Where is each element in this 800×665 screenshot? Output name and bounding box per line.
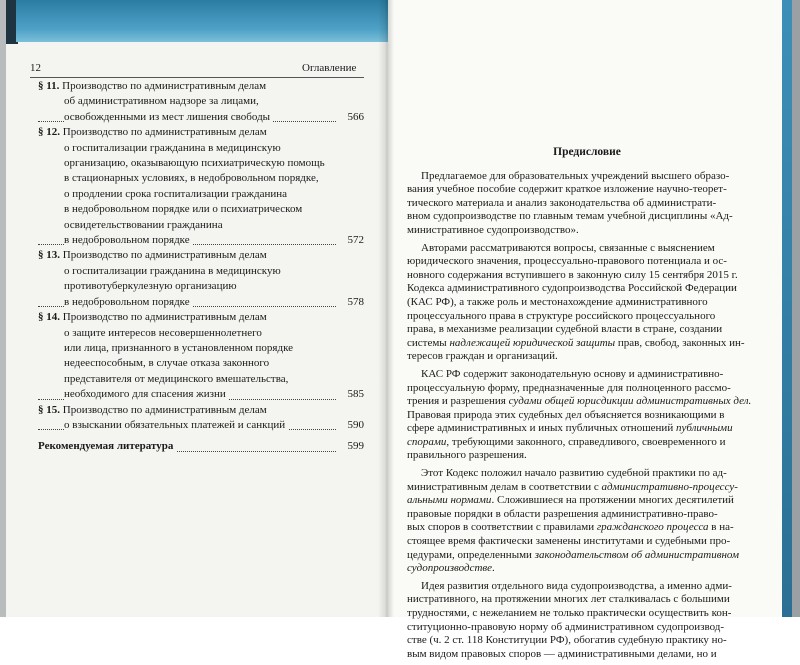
toc-line: о защите интересов несовершеннолетнего <box>64 326 262 339</box>
toc-last-line <box>38 233 364 248</box>
text-line: сфере административных и иных публичных отношений публичными <box>407 422 733 435</box>
text-line: Авторами рассматриваются вопросы, связанные с выяснением <box>421 241 715 254</box>
preface-heading: Предисловие <box>553 146 621 158</box>
text-line: Предлагаемое для образовательных учреждений высшего образо- <box>421 169 730 182</box>
toc-line: § 15. Производство по административным делам <box>38 403 267 416</box>
toc-last-line <box>38 295 364 310</box>
toc-entry[interactable] <box>38 248 364 310</box>
toc-page-number: 578 <box>345 295 365 310</box>
toc-entry-title-end: необходимого для спасения жизни <box>64 388 229 400</box>
emphasis: публичными <box>675 422 733 435</box>
emphasis: судами общей юрисдикции административных дел. <box>508 395 752 408</box>
toc-entry-literature[interactable] <box>38 439 364 454</box>
text-line: министративное судопроизводство». <box>407 223 579 236</box>
emphasis: судопроизводстве <box>407 562 493 575</box>
text-line: процессуального права в структуре российского процессуального <box>407 309 716 322</box>
toc-line: противотуберкулезную организацию <box>64 280 237 293</box>
emphasis: альными нормами <box>407 494 492 507</box>
text-line: КАС РФ содержит законодательную основу и административно- <box>421 367 724 380</box>
header-rule <box>30 77 364 78</box>
page-number: 12 <box>30 62 41 74</box>
text-line: ституционно-правовую норму об административном судопроизвод- <box>407 620 725 633</box>
toc-line: о госпитализации гражданина в медицинскую <box>64 264 281 277</box>
emphasis: надлежащей юридической защиты <box>449 336 616 349</box>
cover-edge-right <box>782 0 792 617</box>
text-line: тического материала и анализ законодательства об администрати- <box>407 196 717 209</box>
toc-line: освидетельствовании гражданина <box>64 218 223 231</box>
scan-right-edge <box>792 0 800 617</box>
toc-line: о продлении срока госпитализации гражданина <box>64 187 288 200</box>
toc-page-number: 572 <box>345 233 365 248</box>
emphasis: спорами <box>407 435 447 448</box>
text-line: правильного разрешения. <box>407 449 527 462</box>
text-line: нистративного, на протяжении многих лет сталкивалась с большими <box>407 593 730 606</box>
toc-last-line <box>38 418 364 433</box>
text-line: вых споров в соответствии с правилами гражданского процесса в на- <box>407 521 734 534</box>
emphasis: законодательством об административном <box>534 548 740 561</box>
toc-line: § 13. Производство по административным делам <box>38 249 267 262</box>
toc-entry[interactable] <box>38 79 364 125</box>
toc-entry[interactable] <box>38 403 364 434</box>
text-line: вания учебное пособие содержит краткое изложение научно-теорет- <box>407 183 727 196</box>
toc-entry[interactable] <box>38 125 364 248</box>
toc-last-line <box>38 110 364 125</box>
toc-entry-title-end: в недобровольном порядке <box>64 234 193 246</box>
toc-entry-title-end: освобожденными из мест лишения свободы <box>64 111 273 123</box>
toc-line: § 14. Производство по административным делам <box>38 311 267 324</box>
text-line: (КАС РФ), а также роль и местонахождение административного <box>407 295 708 308</box>
toc-last-line <box>38 439 364 454</box>
toc-line: в недобровольном порядке или о психиатрическом <box>64 203 303 216</box>
text-line: альными нормами. Сложившиеся на протяжении многих десятилетий <box>407 494 734 507</box>
text-line: вым видом правовых споров — административными делами, но и <box>407 647 717 660</box>
emphasis: гражданского процесса <box>596 521 709 534</box>
toc-line: о госпитализации гражданина в медицинскую <box>64 141 281 154</box>
text-line: трения и разрешения судами общей юрисдикции административных дел. <box>407 395 752 408</box>
text-line: юридического значения, процессуально-правового потенциала и ос- <box>407 255 727 268</box>
toc-line: организацию, оказывающую психиатрическую помощь <box>64 157 325 170</box>
text-line: стве (ч. 2 ст. 118 Конституции РФ), обогатив судебную практику но- <box>407 634 727 647</box>
text-line: Правовая природа этих судебных дел объясняется возникающими в <box>407 408 725 421</box>
text-line: цедурами, определенными законодательством об административном <box>407 548 740 561</box>
toc-entry-title-end: о взыскании обязательных платежей и санкций <box>64 419 288 431</box>
toc-line: об административном надзоре за лицами, <box>64 95 259 108</box>
toc-page-number: 585 <box>345 387 365 402</box>
text-line: правовые порядки в области разрешения административно-право- <box>407 507 718 520</box>
toc-entry-title-end: в недобровольном порядке <box>64 296 193 308</box>
text-line: новного содержания вступившего в законную силу 15 сентября 2015 г. <box>407 268 738 281</box>
preface-paragraph <box>407 368 767 463</box>
toc-line: или лица, признанного в установленном порядке <box>64 341 294 354</box>
preface-text <box>407 146 767 665</box>
text-line: вном судопроизводстве по главным темам учебной дисциплины «Ад- <box>407 210 733 223</box>
emphasis: административно-процессу- <box>601 480 738 493</box>
text-line: Этот Кодекс положил начало развитию судебной практики по ад- <box>421 467 727 480</box>
book-spine-shadow <box>378 0 394 617</box>
toc-page-number: 599 <box>345 439 365 454</box>
text-line: стоящее время фактически заменены институтами и судебными про- <box>407 535 731 548</box>
text-line: судопроизводстве. <box>407 562 495 575</box>
text-line: системы надлежащей юридической защиты прав, свобод, законных ин- <box>407 336 745 349</box>
preface-paragraph <box>407 580 767 662</box>
toc-line: § 11. Производство по административным делам <box>38 80 267 92</box>
literature-label: Рекомендуемая литература <box>38 440 176 452</box>
text-line: трудностями, с нежеланием не только практически осуществить кон- <box>407 607 732 619</box>
cover-edge-blue <box>16 0 388 42</box>
toc-entry[interactable] <box>38 310 364 402</box>
text-line: права, в механизме реализации судебной власти в стране, создании <box>407 323 723 336</box>
preface-paragraphs <box>407 170 767 662</box>
preface-paragraph <box>407 242 767 364</box>
toc-line: недееспособным, в случае отказа законного <box>64 357 270 370</box>
text-line: процессуальную форму, предназначенные для полноценного рассмо- <box>407 381 731 394</box>
toc-line: в стационарных условиях, в недобровольном порядке, <box>64 172 319 185</box>
toc-line: § 12. Производство по административным делам <box>38 126 267 139</box>
table-of-contents <box>38 79 364 455</box>
text-line: Кодекса административного судопроизводства Российской Федерации <box>407 282 737 295</box>
preface-paragraph <box>407 467 767 576</box>
preface-paragraph <box>407 170 767 238</box>
text-line: Идея развития отдельного вида судопроизводства, а именно адми- <box>421 579 732 592</box>
toc-last-line <box>38 387 364 402</box>
running-head: Оглавление <box>302 62 357 74</box>
toc-page-number: 566 <box>345 110 365 125</box>
text-line: тересов граждан и организаций. <box>407 350 558 363</box>
text-line: министративным делам в соответствии с административно-процессу- <box>407 480 738 493</box>
toc-page-number: 590 <box>345 418 365 433</box>
toc-line: представителя от медицинского вмешательства, <box>64 372 289 385</box>
text-line: спорами, требующими законного, справедливого, своевременного и <box>407 435 726 448</box>
